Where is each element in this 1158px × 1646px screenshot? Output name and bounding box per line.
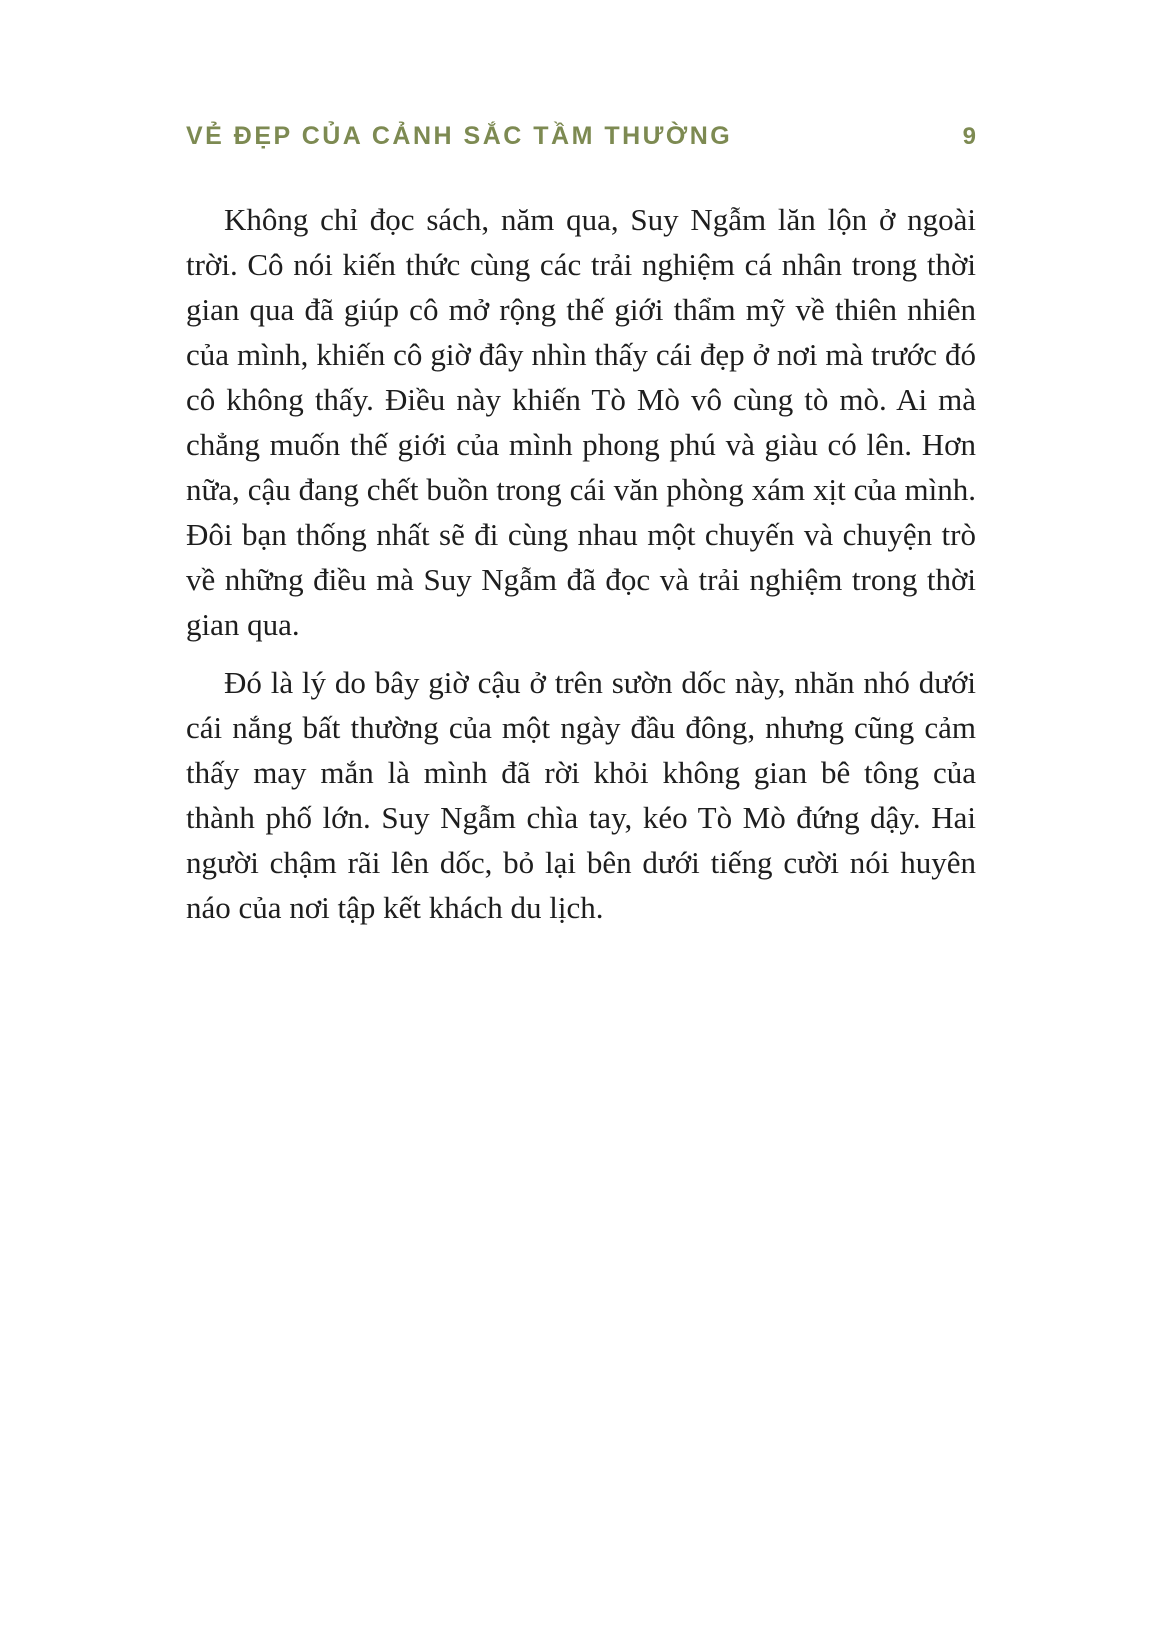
page-number: 9 (962, 123, 976, 150)
paragraph: Không chỉ đọc sách, năm qua, Suy Ngẫm lăn lộn ở ngoài trời. Cô nói kiến thức cùng các trải nghiệm cá nhân trong thời gian qua đã giúp cô mở rộng thế giới thẩm mỹ về thiên nhiên của mình, khiến cô giờ đây nhìn thấy cái đẹp ở nơi mà trước đó cô không thấy. Điều này khiến Tò Mò vô cùng tò mò. Ai mà chẳng muốn thế giới của mình phong phú và giàu có lên. Hơn nữa, cậu đang chết buồn trong cái văn phòng xám xịt của mình. Đôi bạn thống nhất sẽ đi cùng nhau một chuyến và chuyện trò về những điều mà Suy Ngẫm đã đọc và trải nghiệm trong thời gian qua. (186, 202, 976, 642)
paragraph: Đó là lý do bây giờ cậu ở trên sườn dốc này, nhăn nhó dưới cái nắng bất thường của một ngày đầu đông, nhưng cũng cảm thấy may mắn là mình đã rời khỏi không gian bê tông của thành phố lớn. Suy Ngẫm chìa tay, kéo Tò Mò đứng dậy. Hai người chậm rãi lên dốc, bỏ lại bên dưới tiếng cười nói huyên náo của nơi tập kết khách du lịch. (186, 665, 976, 925)
page-body (186, 197, 976, 930)
running-header (186, 122, 976, 151)
chapter-title: VẺ ĐẸP CỦA CẢNH SẮC TẦM THƯỜNG (186, 122, 733, 150)
